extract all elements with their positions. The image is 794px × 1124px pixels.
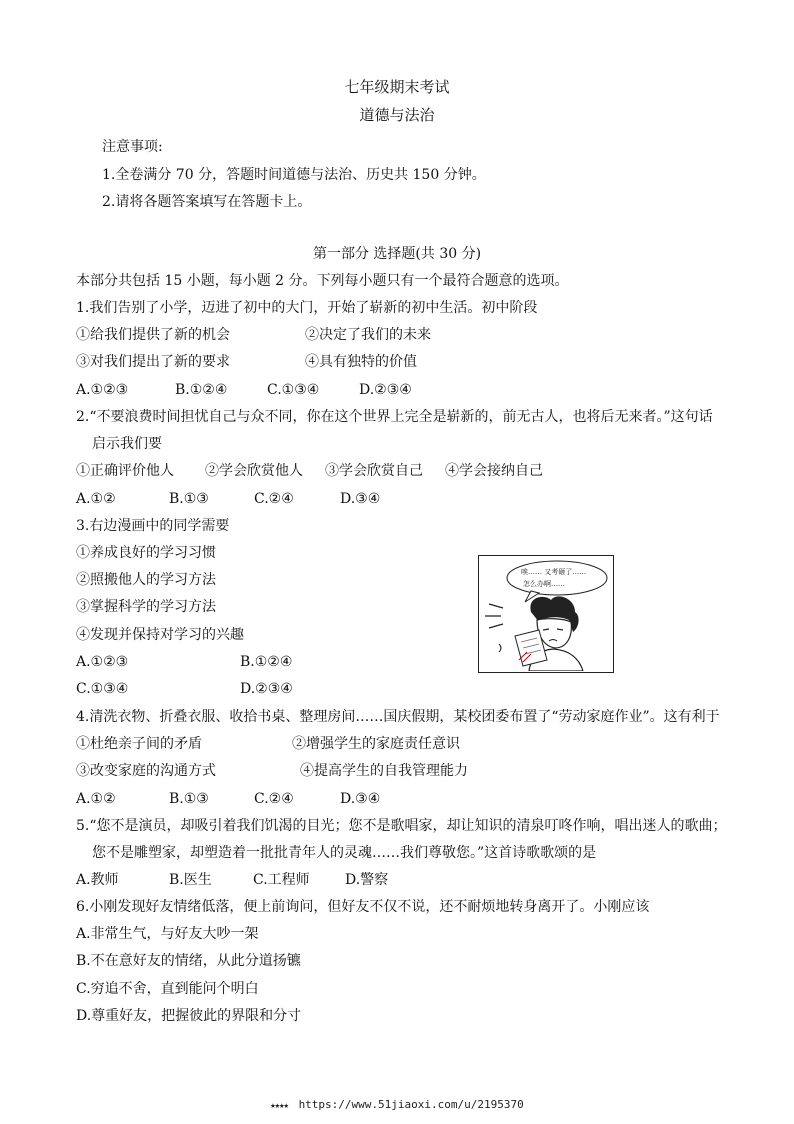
q2-option-b: B.①③ bbox=[169, 491, 209, 507]
q5-option-b: B.医生 bbox=[169, 872, 212, 888]
q6-stem: 6.小刚发现好友情绪低落，便上前询问，但好友不仅不说，还不耐烦地转身离开了。小刚应该 bbox=[76, 899, 650, 915]
footer-url[interactable]: https://www.51jiaoxi.com/u/2195370 bbox=[298, 1098, 524, 1111]
notice-heading: 注意事项: bbox=[102, 139, 163, 155]
q3-option-a: A.①②③ bbox=[76, 654, 129, 670]
q4-option-b: B.①③ bbox=[169, 791, 209, 807]
q2-option-d: D.③④ bbox=[340, 491, 381, 507]
q3-statement-2: ②照搬他人的学习方法 bbox=[76, 572, 216, 588]
q2-stem-line1: 2.“不要浪费时间担忧自己与众不同，你在这个世界上完全是崭新的，前无古人，也将后无来者。”这句话 bbox=[76, 409, 713, 425]
q5-stem-line2: 您不是雕塑家，却塑造着一批批青年人的灵魂……我们尊敬您。”这首诗歌歌颂的是 bbox=[92, 845, 597, 861]
part1-heading: 第一部分 选择题(共 30 分) bbox=[312, 246, 482, 262]
student-worried-icon bbox=[479, 556, 612, 671]
q6-option-d: D.尊重好友，把握彼此的界限和分寸 bbox=[76, 1008, 302, 1024]
q4-statement-2: ②增强学生的家庭责任意识 bbox=[292, 736, 460, 752]
q4-statement-1: ①杜绝亲子间的矛盾 bbox=[76, 736, 202, 752]
q2-statement-4: ④学会接纳自己 bbox=[445, 463, 543, 479]
q5-option-d: D.警察 bbox=[345, 872, 389, 888]
q1-statement-2: ②决定了我们的未来 bbox=[305, 327, 431, 343]
comic-bubble-line2: 怎么办啊…… bbox=[523, 580, 565, 588]
exam-title: 七年级期末考试 bbox=[344, 78, 450, 96]
q3-option-d: D.②③④ bbox=[240, 681, 293, 697]
comic-bubble-line1: 唉…… 又考砸了…… bbox=[521, 568, 587, 576]
q4-option-a: A.①② bbox=[76, 791, 116, 807]
q3-statement-1: ①养成良好的学习习惯 bbox=[76, 545, 216, 561]
q2-statement-3: ③学会欣赏自己 bbox=[325, 463, 423, 479]
q3-comic-illustration bbox=[478, 555, 614, 673]
q4-statement-3: ③改变家庭的沟通方式 bbox=[76, 763, 216, 779]
q1-stem: 1.我们告别了小学，迈进了初中的大门，开始了崭新的初中生活。初中阶段 bbox=[76, 300, 538, 316]
q3-stem: 3.右边漫画中的同学需要 bbox=[76, 518, 230, 534]
q3-option-b: B.①②④ bbox=[240, 654, 293, 670]
q4-option-d: D.③④ bbox=[340, 791, 381, 807]
page-footer bbox=[0, 1098, 794, 1111]
q1-option-c: C.①③④ bbox=[267, 382, 320, 398]
q2-statement-1: ①正确评价他人 bbox=[76, 463, 174, 479]
q5-stem-line1: 5.“您不是演员，却吸引着我们饥渴的目光；您不是歌唱家，却让知识的清泉叮咚作响，唱出迷人的歌曲； bbox=[76, 818, 727, 834]
q4-statement-4: ④提高学生的自我管理能力 bbox=[300, 763, 468, 779]
part1-intro: 本部分共包括 15 小题，每小题 2 分。下列每小题只有一个最符合题意的选项。 bbox=[76, 273, 569, 289]
q4-option-c: C.②④ bbox=[254, 791, 294, 807]
q2-option-a: A.①② bbox=[76, 491, 116, 507]
q5-option-a: A.教师 bbox=[76, 872, 119, 888]
q4-stem: 4.清洗衣物、折叠衣服、收拾书桌、整理房间……国庆假期，某校团委布置了“劳动家庭作业”。这有利于 bbox=[76, 709, 720, 725]
q1-option-a: A.①②③ bbox=[76, 382, 129, 398]
q2-statement-2: ②学会欣赏他人 bbox=[205, 463, 303, 479]
q6-option-b: B.不在意好友的情绪，从此分道扬镳 bbox=[76, 953, 301, 969]
notice-item-1: 1.全卷满分 70 分，答题时间道德与法治、历史共 150 分钟。 bbox=[102, 167, 486, 183]
q6-option-a: A.非常生气，与好友大吵一架 bbox=[76, 926, 259, 942]
exam-subject: 道德与法治 bbox=[359, 106, 435, 124]
q1-statement-3: ③对我们提出了新的要求 bbox=[76, 354, 230, 370]
q2-stem-line2: 启示我们要 bbox=[92, 436, 162, 452]
q1-option-d: D.②③④ bbox=[359, 382, 412, 398]
q2-option-c: C.②④ bbox=[254, 491, 294, 507]
q3-option-c: C.①③④ bbox=[76, 681, 129, 697]
q3-statement-3: ③掌握科学的学习方法 bbox=[76, 599, 216, 615]
q1-option-b: B.①②④ bbox=[175, 382, 228, 398]
q3-statement-4: ④发现并保持对学习的兴趣 bbox=[76, 627, 244, 643]
q5-option-c: C.工程师 bbox=[253, 872, 310, 888]
q1-statement-4: ④具有独特的价值 bbox=[305, 354, 417, 370]
q6-option-c: C.穷追不舍，直到能问个明白 bbox=[76, 981, 259, 997]
notice-item-2: 2.请将各题答案填写在答题卡上。 bbox=[102, 194, 312, 210]
q1-statement-1: ①给我们提供了新的机会 bbox=[76, 327, 230, 343]
footer-stars: ★★★★ bbox=[270, 1101, 288, 1111]
